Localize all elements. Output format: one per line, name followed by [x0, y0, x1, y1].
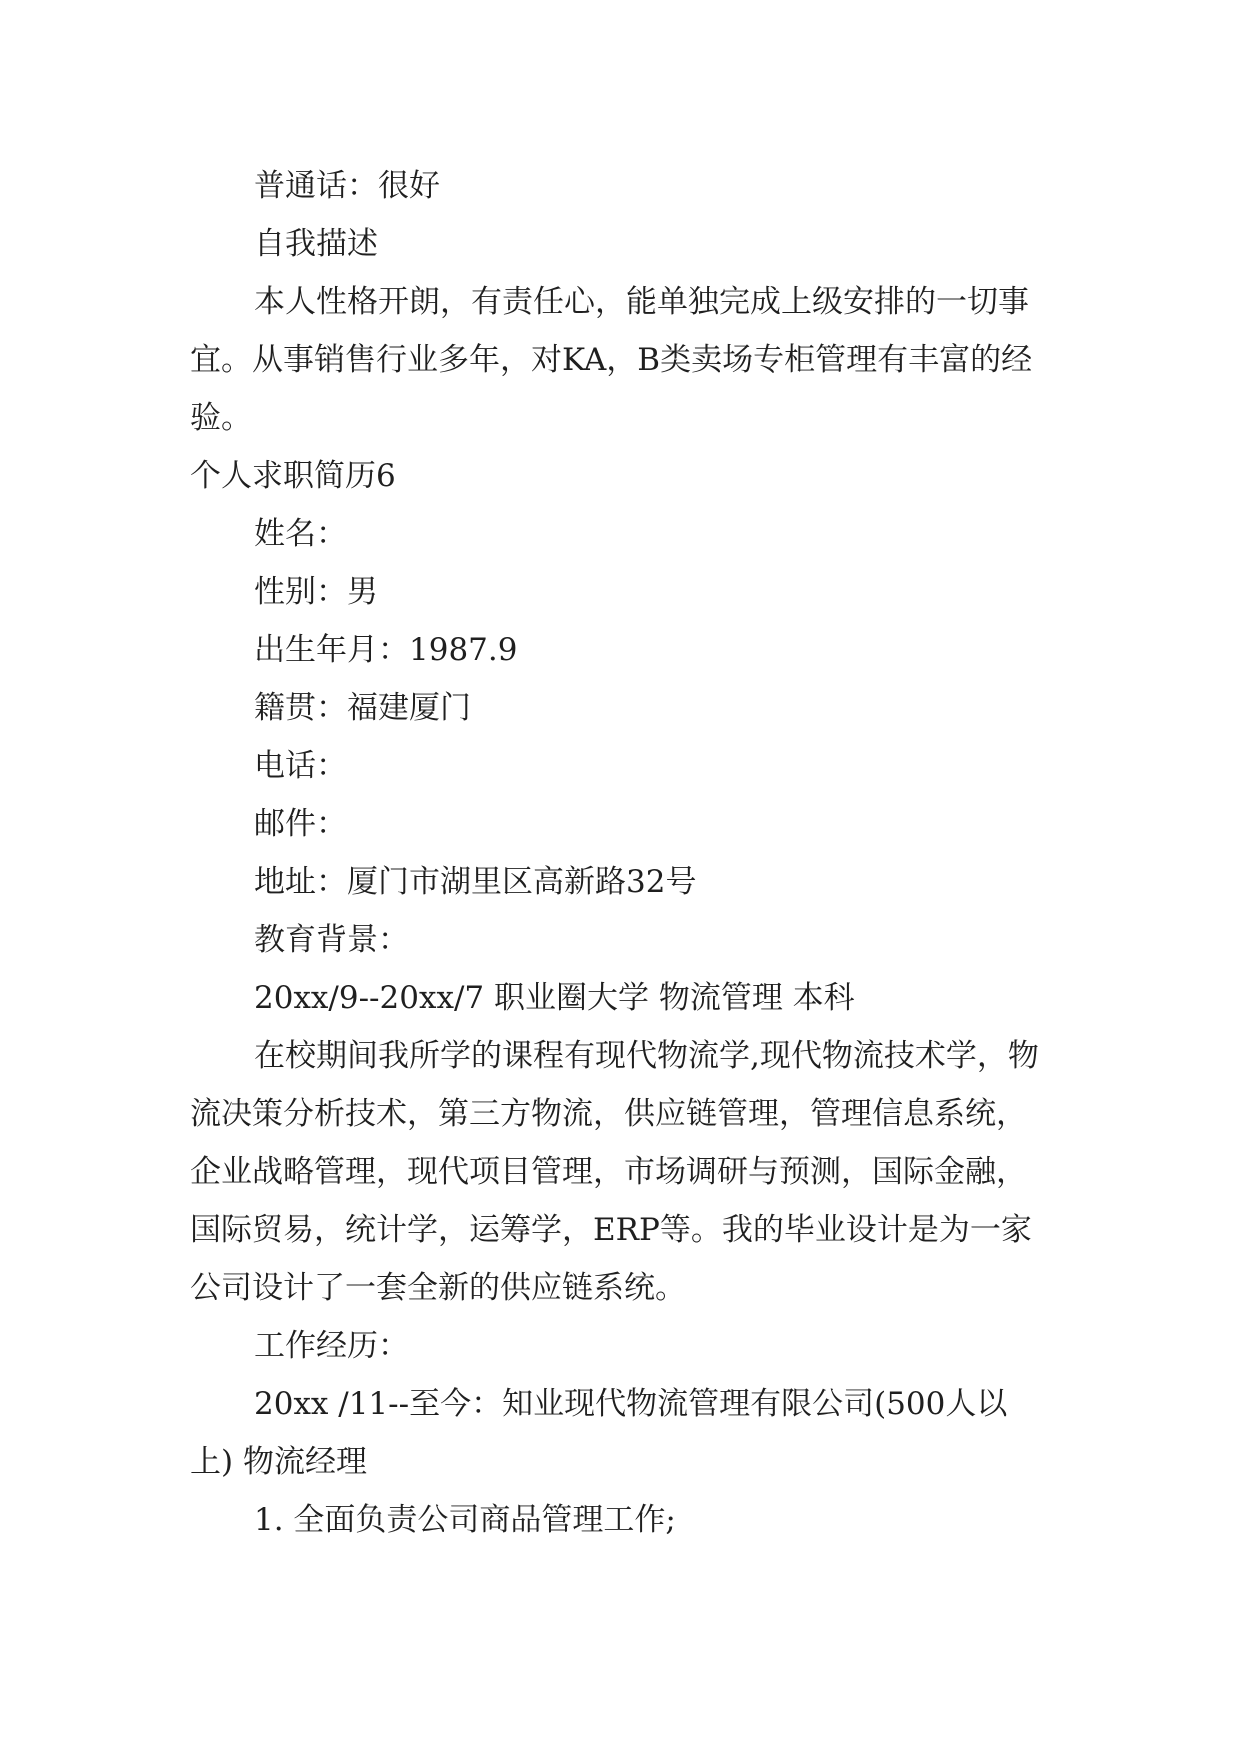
birth-line: 出生年月：1987.9 — [254, 632, 518, 668]
self-description-paragraph: 本人性格开朗，有责任心，能单独完成上级安排的一切事宜。从事销售行业多年，对KA，B类卖场专柜管理有丰富的经验。 — [190, 284, 1033, 436]
work-entry: 20xx /11--至今：知业现代物流管理有限公司(500人以上) 物流经理 — [190, 1386, 1008, 1480]
email-line: 邮件： — [254, 806, 347, 842]
education-entry: 20xx/9--20xx/7 职业圈大学 物流管理 本科 — [254, 980, 855, 1016]
name-line: 姓名： — [254, 516, 347, 552]
gender-line: 性别：男 — [254, 574, 378, 610]
work-heading: 工作经历： — [254, 1328, 409, 1364]
document-body — [190, 157, 1050, 1549]
address-line: 地址：厦门市湖里区高新路32号 — [254, 864, 697, 900]
courses-paragraph: 在校期间我所学的课程有现代物流学,现代物流技术学，物流决策分析技术，第三方物流，供应链管理，管理信息系统，企业战略管理，现代项目管理，市场调研与预测，国际金融，国际贸易，统计学，运筹学，ERP等。我的毕业设计是为一家公司设计了一套全新的供应链系统。 — [190, 1038, 1039, 1306]
education-heading: 教育背景： — [254, 922, 409, 958]
origin-line: 籍贯：福建厦门 — [254, 690, 471, 726]
phone-line: 电话： — [254, 748, 347, 784]
self-description-heading: 自我描述 — [254, 226, 378, 262]
mandarin-line: 普通话：很好 — [254, 168, 440, 204]
duty-item-1: 1. 全面负责公司商品管理工作; — [254, 1502, 676, 1538]
resume-6-title: 个人求职简历6 — [190, 458, 396, 494]
